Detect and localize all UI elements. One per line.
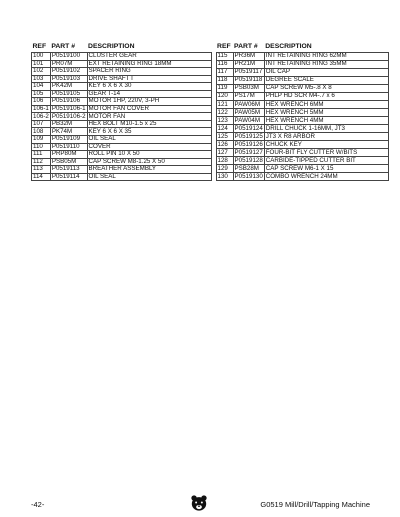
part-number-cell: P0519118 xyxy=(234,76,263,84)
ref-cell: 122 xyxy=(216,109,233,117)
description-cell: OIL CAP xyxy=(264,69,388,77)
part-number-cell: P0519106 xyxy=(50,98,87,106)
description-cell: INT RETAINING RING 62MM xyxy=(264,53,388,61)
part-number-cell: PR36M xyxy=(233,53,264,61)
ref-cell: 117 xyxy=(216,69,233,77)
table-row xyxy=(216,69,388,77)
table-row xyxy=(216,117,388,125)
description-cell: FOUR-BIT FLY CUTTER W/BITS xyxy=(264,149,388,157)
ref-cell: 120 xyxy=(216,93,233,101)
ref-cell: 108 xyxy=(32,128,51,136)
table-row xyxy=(216,141,388,149)
ref-cell: 106 xyxy=(32,98,51,106)
part-number-cell: PR21M xyxy=(233,61,264,69)
part-number-cell: PB32M xyxy=(50,120,87,128)
page-number: -42- xyxy=(31,500,45,509)
description-cell: HEX BOLT M10-1.5 x 25 xyxy=(87,120,211,128)
description-cell: KEY 6 X 6 X 35 xyxy=(87,128,211,136)
description-cell: JT3 X R8 ARBOR xyxy=(264,133,388,141)
part-number-cell: P0519106-2 xyxy=(51,112,86,120)
table-row xyxy=(32,105,212,113)
table-row xyxy=(216,93,388,101)
part-number-cell: PSB05M xyxy=(50,158,87,166)
table-row xyxy=(32,136,212,144)
table-row xyxy=(216,165,388,173)
description-cell: HEX WRENCH 4MM xyxy=(264,117,388,125)
ref-cell: 124 xyxy=(216,125,233,133)
table-row xyxy=(216,85,388,93)
description-cell: DRILL CHUCK 1-16MM, JT3 xyxy=(264,125,388,133)
description-cell: COMBO WRENCH 24MM xyxy=(264,173,388,181)
part-number-cell: P0519114 xyxy=(50,173,87,181)
part-header: PART # xyxy=(51,43,75,51)
table-row xyxy=(216,133,388,141)
ref-cell: 130 xyxy=(216,173,233,181)
description-cell: INT RETAINING RING 35MM xyxy=(264,61,388,69)
part-number-cell: P0519100 xyxy=(50,53,87,61)
bear-logo-icon xyxy=(190,494,208,512)
table-row xyxy=(216,125,388,133)
part-number-cell: P0519117 xyxy=(234,68,263,76)
description-cell: MOTOR FAN COVER xyxy=(87,105,211,113)
description-cell: OIL SEAL xyxy=(87,136,211,144)
description-cell: HEX WRENCH 5MM xyxy=(264,109,388,117)
table-row xyxy=(32,128,212,136)
ref-cell: 119 xyxy=(216,85,233,93)
ref-cell: 103 xyxy=(32,75,51,83)
table-row xyxy=(32,53,212,61)
table-row xyxy=(216,109,388,117)
table-row xyxy=(216,157,388,165)
table-row xyxy=(32,60,212,68)
description-cell: OIL SEAL xyxy=(87,173,211,181)
description-cell: CAP SCREW M6-1 X 15 xyxy=(264,165,388,173)
part-number-cell: PSB28M xyxy=(233,165,264,173)
table-row xyxy=(216,173,388,181)
table-row xyxy=(32,90,212,98)
table-row xyxy=(32,166,212,174)
part-number-cell: PK74M xyxy=(50,128,87,136)
description-cell: CHUCK KEY xyxy=(264,141,388,149)
description-cell: CAP SCREW M8-1.25 X 50 xyxy=(87,158,211,166)
description-cell: DEGREE SCALE xyxy=(264,77,388,85)
description-cell: CARBIDE-TIPPED CUTTER BIT xyxy=(264,157,388,165)
part-number-cell: PK42M xyxy=(50,83,87,91)
ref-cell: 100 xyxy=(32,53,51,61)
description-cell: PHLP HD SCR M4-.7 x 6 xyxy=(264,93,388,101)
ref-cell: 112 xyxy=(32,158,51,166)
description-header: DESCRIPTION xyxy=(265,43,312,51)
ref-cell: 125 xyxy=(216,133,233,141)
description-cell: CLUSTER GEAR xyxy=(87,53,211,61)
table-row xyxy=(32,83,212,91)
part-number-cell: P0519127 xyxy=(234,148,263,156)
table-row xyxy=(32,75,212,83)
part-number-cell: P0519103 xyxy=(50,75,87,83)
description-cell: GEAR T-14 xyxy=(87,90,211,98)
part-number-cell: P0519125 xyxy=(234,132,263,140)
table-header-row xyxy=(216,43,388,53)
parts-table-left xyxy=(31,43,212,181)
description-cell: KEY 6 X 6 X 30 xyxy=(87,83,211,91)
part-number-cell: P0519105 xyxy=(50,90,87,98)
ref-cell: 102 xyxy=(32,68,51,76)
ref-cell: 109 xyxy=(32,136,51,144)
description-cell: MOTOR 1HP, 220V, 3-PH xyxy=(87,98,211,106)
ref-cell: 128 xyxy=(216,157,233,165)
ref-cell: 105 xyxy=(32,90,51,98)
ref-cell: 116 xyxy=(216,61,233,69)
table-row xyxy=(32,173,212,181)
part-number-cell: P0519109 xyxy=(50,136,87,144)
ref-cell: 114 xyxy=(32,173,51,181)
table-row xyxy=(32,151,212,159)
part-number-cell: P0519113 xyxy=(50,166,87,174)
ref-cell: 106-2 xyxy=(33,112,49,120)
ref-cell: 129 xyxy=(216,165,233,173)
machine-title: G0519 Mill/Drill/Tapping Machine xyxy=(260,500,370,509)
ref-cell: 115 xyxy=(216,53,233,61)
part-number-cell: P0519110 xyxy=(50,143,87,151)
part-number-cell: P0519126 xyxy=(234,140,263,148)
ref-cell: 113 xyxy=(32,166,51,174)
part-number-cell: P0519124 xyxy=(234,124,263,132)
table-row xyxy=(32,143,212,151)
ref-cell: 127 xyxy=(216,149,233,157)
table-row xyxy=(32,98,212,106)
ref-cell: 107 xyxy=(32,120,51,128)
table-row xyxy=(32,68,212,76)
part-number-cell: PR07M xyxy=(50,60,87,68)
table-row xyxy=(216,101,388,109)
table-row xyxy=(32,113,212,121)
part-header: PART # xyxy=(234,43,258,51)
table-row xyxy=(216,53,388,61)
description-cell: DRIVE SHAFT I xyxy=(87,75,211,83)
ref-cell: 126 xyxy=(216,141,233,149)
parts-table-right xyxy=(216,43,389,181)
ref-cell: 104 xyxy=(32,83,51,91)
page-footer xyxy=(31,494,370,514)
part-number-cell: PS17M xyxy=(233,93,264,101)
ref-cell: 123 xyxy=(216,117,233,125)
ref-header: REF xyxy=(32,43,47,51)
part-number-cell: P0519130 xyxy=(234,172,263,180)
ref-cell: 118 xyxy=(216,77,233,85)
description-cell: HEX WRENCH 6MM xyxy=(264,101,388,109)
part-number-cell: P0519106-1 xyxy=(51,105,86,112)
description-cell: ROLL PIN 10 X 50 xyxy=(87,151,211,159)
part-number-cell: P0519102 xyxy=(50,68,87,76)
table-row xyxy=(216,77,388,85)
part-number-cell: PAW05M xyxy=(233,109,264,117)
ref-header: REF xyxy=(217,43,231,51)
ref-cell: 111 xyxy=(32,151,51,159)
table-row xyxy=(216,61,388,69)
description-cell: COVER xyxy=(87,143,211,151)
ref-cell: 106-1 xyxy=(33,105,49,112)
table-header-row xyxy=(32,43,212,53)
description-cell: EXT RETAINING RING 18MM xyxy=(87,60,211,68)
description-cell: MOTOR FAN xyxy=(87,113,211,121)
description-cell: SPACER RING xyxy=(87,68,211,76)
table-row xyxy=(32,158,212,166)
description-cell: CAP SCREW M5-.8 X 8 xyxy=(264,85,388,93)
part-number-cell: PRP80M xyxy=(50,151,87,159)
part-number-cell: P0519128 xyxy=(234,156,263,164)
ref-cell: 121 xyxy=(216,101,233,109)
parts-tables xyxy=(31,43,389,181)
description-header: DESCRIPTION xyxy=(88,43,135,51)
ref-cell: 101 xyxy=(32,60,51,68)
description-cell: BREATHER ASSEMBLY xyxy=(87,166,211,174)
part-number-cell: PAW04M xyxy=(233,117,264,125)
part-number-cell: PSB03M xyxy=(233,85,264,93)
ref-cell: 110 xyxy=(32,143,51,151)
table-row xyxy=(32,120,212,128)
table-row xyxy=(216,149,388,157)
part-number-cell: PAW06M xyxy=(233,101,264,109)
